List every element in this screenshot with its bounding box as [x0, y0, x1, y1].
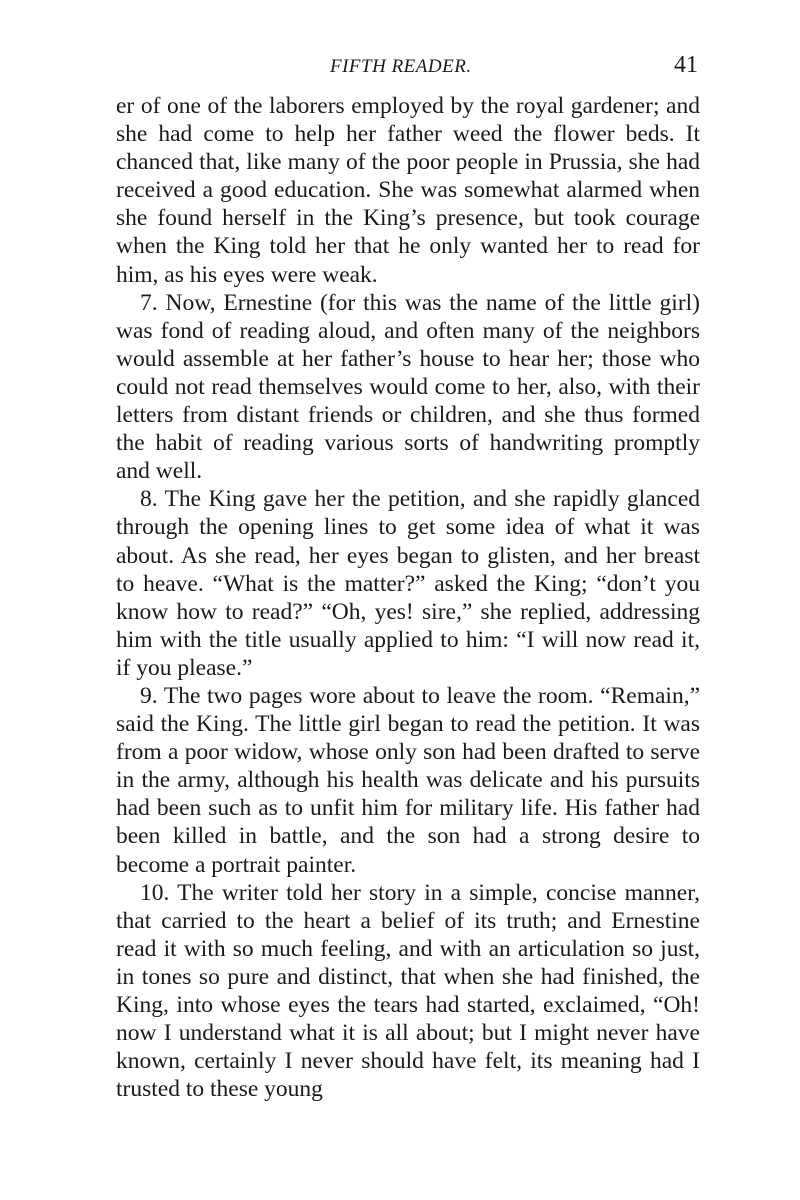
- page-number: 41: [674, 52, 698, 78]
- paragraph-9: 9. The two pages wore about to leave the room. “Remain,” said the King. The little girl began to read the petition. It was from a poor widow, whose only son had been drafted to serve in the army, although his health was delicate and his pursuits had been such as to unfit him for military life. His father had been killed in battle, and the son had a strong desire to become a portrait painter.: [116, 682, 700, 878]
- paragraph-8: 8. The King gave her the petition, and she rapidly glanced through the opening lines to get some idea of what it was about. As she read, her eyes began to glisten, and her breast to heave. “What is the matter?” asked the King; “don’t you know how to read?” “Oh, yes! sire,” she replied, addressing him with the title usually applied to him: “I will now read it, if you please.”: [116, 486, 700, 681]
- running-title: FIFTH READER.: [330, 56, 472, 77]
- paragraph-continued: er of one of the laborers employed by the royal gardener; and she had come to help her father weed the flower beds. It chanced that, like many of the poor people in Prussia, she had received a good education. She was somewhat alarmed when she found herself in the King’s presence, but took courage when the King told her that he only wanted her to read for him, as his eyes were weak.: [116, 93, 700, 288]
- page-header: [116, 50, 700, 92]
- paragraph-10: 10. The writer told her story in a simple, concise manner, that carried to the heart a belief of its truth; and Ernestine read it with so much feeling, and with an articulation so just, in tones so pure and distinct, that when she had finished, the King, into whose eyes the tears had started, exclaimed, “Oh! now I understand what it is all about; but I might never have known, certainly I never should have felt, its meaning had I trusted to these young: [116, 879, 700, 1103]
- book-page: [116, 50, 700, 1103]
- paragraph-7: 7. Now, Ernestine (for this was the name of the little girl) was fond of reading aloud, and often many of the neighbors would assemble at her father’s house to hear her; those who could not read themselves would come to her, also, with their letters from distant friends or children, and she thus formed the habit of reading various sorts of handwriting promptly and well.: [116, 289, 700, 485]
- body-text: [116, 92, 700, 1103]
